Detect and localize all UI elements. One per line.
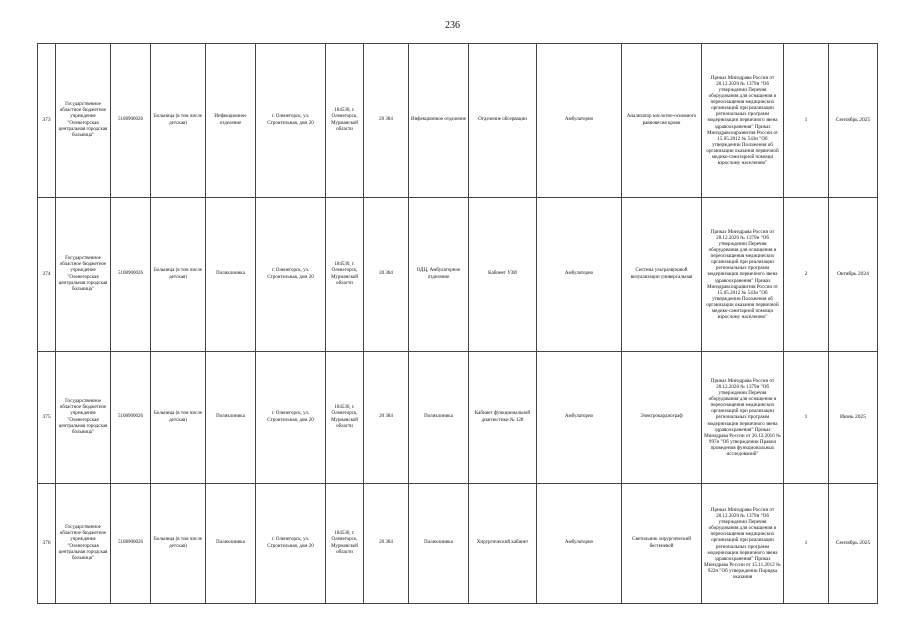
basis-cell: Приказ Минздрава России от 28.12.2020 № 1379н "Об утверждении Перечня оборудования для оснащения и переоснащения медицинских организаций при реализации региональных программ модернизации первичного звена здравоохранения" Приказ Минздрава России от 15.11.2012 № 922н "Об утверждении Порядка оказания <box>702 484 784 604</box>
unit-cell: Поликлиника <box>409 484 469 604</box>
basis-cell: Приказ Минздрава России от 28.12.2020 № 1379н "Об утверждении Перечня оборудования для оснащения и переоснащения медицинских организаций при реализации региональных программ модернизации первичного звена здравоохранения" Приказ Минздравсоцразвития России от 15.05.2012 № 543н "Об утверждении Положения об организации оказания первичной медико-санитарной помощи взрослому населению" <box>702 198 784 352</box>
date-cell: Сентябрь 2025 <box>829 44 878 198</box>
unit-cell: Инфекционное отделение <box>409 44 469 198</box>
date-cell: Сентябрь 2025 <box>829 484 878 604</box>
type-cell: Больница (в том числе детская) <box>151 198 206 352</box>
room-cell: Кабинет УЗИ <box>469 198 537 352</box>
organization-cell: Государственное областное бюджетное учреждение "Оленегорская центральная городская больница" <box>56 484 111 604</box>
okato-cell: 20 384 <box>364 198 409 352</box>
care-cell: Амбулаторно <box>537 484 622 604</box>
care-cell: Амбулаторно <box>537 352 622 484</box>
type-cell: Больница (в том числе детская) <box>151 352 206 484</box>
organization-cell: Государственное областное бюджетное учреждение "Оленегорская центральная городская больница" <box>56 198 111 352</box>
department-cell: Инфекционное отделение <box>206 44 256 198</box>
code-cell: 5108900026 <box>111 352 151 484</box>
department-cell: Поликлиника <box>206 198 256 352</box>
care-cell: Амбулаторно <box>537 44 622 198</box>
code-cell: 5108900026 <box>111 44 151 198</box>
row-number: 374 <box>38 198 56 352</box>
postal-cell: 184530, г. Оленегорск, Мурманской области <box>326 44 364 198</box>
address-cell: г. Оленегорск, ул. Строительная, дом 20 <box>256 198 326 352</box>
okato-cell: 20 384 <box>364 44 409 198</box>
unit-cell: Поликлиника <box>409 352 469 484</box>
basis-cell: Приказ Минздрава России от 28.12.2020 № 1379н "Об утверждении Перечня оборудования для оснащения и переоснащения медицинских организаций при реализации региональных программ модернизации первичного звена здравоохранения" Приказ Минздрава России от 26.12.2016 № 997н "Об утверждении Правил проведения функциональных исследований" <box>702 352 784 484</box>
row-number: 375 <box>38 352 56 484</box>
table-row <box>38 198 878 352</box>
row-number: 376 <box>38 484 56 604</box>
room-cell: Хирургический кабинет <box>469 484 537 604</box>
quantity-cell: 1 <box>784 352 829 484</box>
postal-cell: 184530, г. Оленегорск, Мурманской области <box>326 352 364 484</box>
table-row <box>38 352 878 484</box>
code-cell: 5108900026 <box>111 198 151 352</box>
table-row <box>38 484 878 604</box>
department-cell: Поликлиника <box>206 352 256 484</box>
equipment-cell: Анализатор кислотно-основного равновесия крови <box>622 44 702 198</box>
equipment-cell: Электрокардиограф <box>622 352 702 484</box>
address-cell: г. Оленегорск, ул. Строительная, дом 20 <box>256 44 326 198</box>
okato-cell: 20 384 <box>364 484 409 604</box>
equipment-cell: Система ультразвуковой визуализации универсальная <box>622 198 702 352</box>
care-cell: Амбулаторно <box>537 198 622 352</box>
okato-cell: 20 384 <box>364 352 409 484</box>
room-cell: Кабинет функциональной диагностики № 128 <box>469 352 537 484</box>
row-number: 373 <box>38 44 56 198</box>
room-cell: Отделение обсервации <box>469 44 537 198</box>
organization-cell: Государственное областное бюджетное учреждение "Оленегорская центральная городская больница" <box>56 352 111 484</box>
type-cell: Больница (в том числе детская) <box>151 484 206 604</box>
postal-cell: 184530, г. Оленегорск, Мурманской области <box>326 198 364 352</box>
type-cell: Больница (в том числе детская) <box>151 44 206 198</box>
date-cell: Октябрь 2024 <box>829 198 878 352</box>
equipment-table <box>37 43 878 604</box>
organization-cell: Государственное областное бюджетное учреждение "Оленегорская центральная городская больница" <box>56 44 111 198</box>
table-row <box>38 44 878 198</box>
basis-cell: Приказ Минздрава России от 28.12.2020 № 1379н "Об утверждении Перечня оборудования для оснащения и переоснащения медицинских организаций при реализации региональных программ модернизации первичного звена здравоохранения" Приказ Минздравсоцразвития России от 15.05.2012 № 543н "Об утверждении Положения об организации оказания первичной медико-санитарной помощи взрослому населению" <box>702 44 784 198</box>
date-cell: Июнь 2025 <box>829 352 878 484</box>
quantity-cell: 1 <box>784 44 829 198</box>
quantity-cell: 1 <box>784 484 829 604</box>
unit-cell: ОДЦ, Амбулаторное отделение <box>409 198 469 352</box>
code-cell: 5108900026 <box>111 484 151 604</box>
department-cell: Поликлиника <box>206 484 256 604</box>
equipment-cell: Светильник хирургический бестеневой <box>622 484 702 604</box>
address-cell: г. Оленегорск, ул. Строительная, дом 20 <box>256 484 326 604</box>
postal-cell: 184530, г. Оленегорск, Мурманской области <box>326 484 364 604</box>
address-cell: г. Оленегорск, ул. Строительная, дом 20 <box>256 352 326 484</box>
quantity-cell: 2 <box>784 198 829 352</box>
page-number: 236 <box>445 20 460 31</box>
